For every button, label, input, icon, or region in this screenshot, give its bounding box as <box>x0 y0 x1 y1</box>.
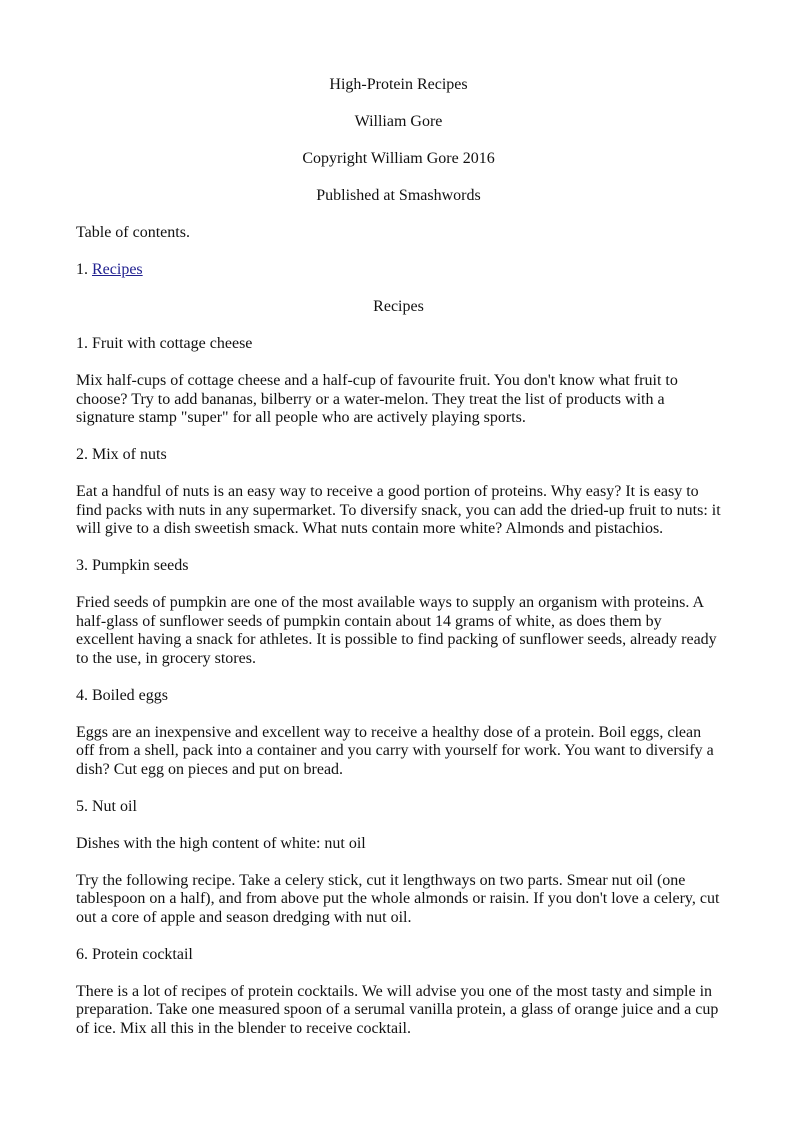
recipe-fruit-with-cottage-cheese <box>76 335 721 428</box>
book-author: William Gore <box>354 113 443 130</box>
copyright-line: Copyright William Gore 2016 <box>302 150 495 167</box>
recipe-paragraph: Try the following recipe. Take a celery stick, cut it lengthways on two parts. Smear nut oil (one tablespoon on a half), and from above put the whole almonds or raisin. If you don't love a celery, cut out a core of apple and season dredging with nut oil. <box>76 871 720 926</box>
document-page <box>76 76 721 1057</box>
recipe-heading: 4. Boiled eggs <box>76 686 168 704</box>
recipe-paragraph: Eggs are an inexpensive and excellent way to receive a healthy dose of a protein. Boil eggs, clean off from a shell, pack into a container and you carry with yourself for work. You want to diversify a dish? Cut egg on pieces and put on bread. <box>76 723 714 778</box>
toc-heading: Table of contents. <box>76 224 190 241</box>
recipe-mix-of-nuts <box>76 446 721 539</box>
recipe-paragraph: Fried seeds of pumpkin are one of the most available ways to supply an organism with proteins. A half-glass of sunflower seeds of pumpkin contain about 14 grams of white, as does them by excellent having a snack for athletes. It is possible to find packing of sunflower seeds, already ready to the use, in grocery stores. <box>76 594 717 667</box>
book-title: High-Protein Recipes <box>329 76 468 93</box>
recipe-heading: 3. Pumpkin seeds <box>76 557 189 574</box>
toc-item-number: 1. <box>76 261 88 278</box>
toc-link-recipes[interactable]: Recipes <box>92 261 143 278</box>
recipe-heading: 6. Protein cocktail <box>76 945 193 963</box>
recipe-heading: 5. Nut oil <box>76 797 137 815</box>
section-title: Recipes <box>373 298 424 315</box>
recipe-protein-cocktail <box>76 946 721 1039</box>
recipe-heading: 2. Mix of nuts <box>76 446 167 463</box>
recipe-paragraph: Eat a handful of nuts is an easy way to receive a good portion of proteins. Why easy? It is easy to find packs with nuts in any supermarket. To diversify snack, you can add the dried-up fruit to nuts: it will give to a dish sweetish smack. What nuts contain more white? Almonds and pistachios. <box>76 483 721 537</box>
recipe-heading: 1. Fruit with cottage cheese <box>76 335 253 352</box>
publisher-line: Published at Smashwords <box>316 187 481 204</box>
recipe-nut-oil <box>76 798 721 928</box>
recipe-paragraph: Dishes with the high content of white: nut oil <box>76 834 366 852</box>
toc-item <box>76 261 721 280</box>
recipe-paragraph: Mix half-cups of cottage cheese and a half-cup of favourite fruit. You don't know what fruit to choose? Try to add bananas, bilberry or a water-melon. They treat the list of products with a signature stamp "super" for all people who are actively playing sports. <box>76 372 678 426</box>
recipe-list <box>76 335 721 1038</box>
recipe-pumpkin-seeds <box>76 557 721 668</box>
recipe-boiled-eggs <box>76 687 721 780</box>
recipe-paragraph: There is a lot of recipes of protein cocktails. We will advise you one of the most tasty and simple in preparation. Take one measured spoon of a serumal vanilla protein, a glass of orange juice and a cup of ice. Mix all this in the blender to receive cocktail. <box>76 982 719 1037</box>
